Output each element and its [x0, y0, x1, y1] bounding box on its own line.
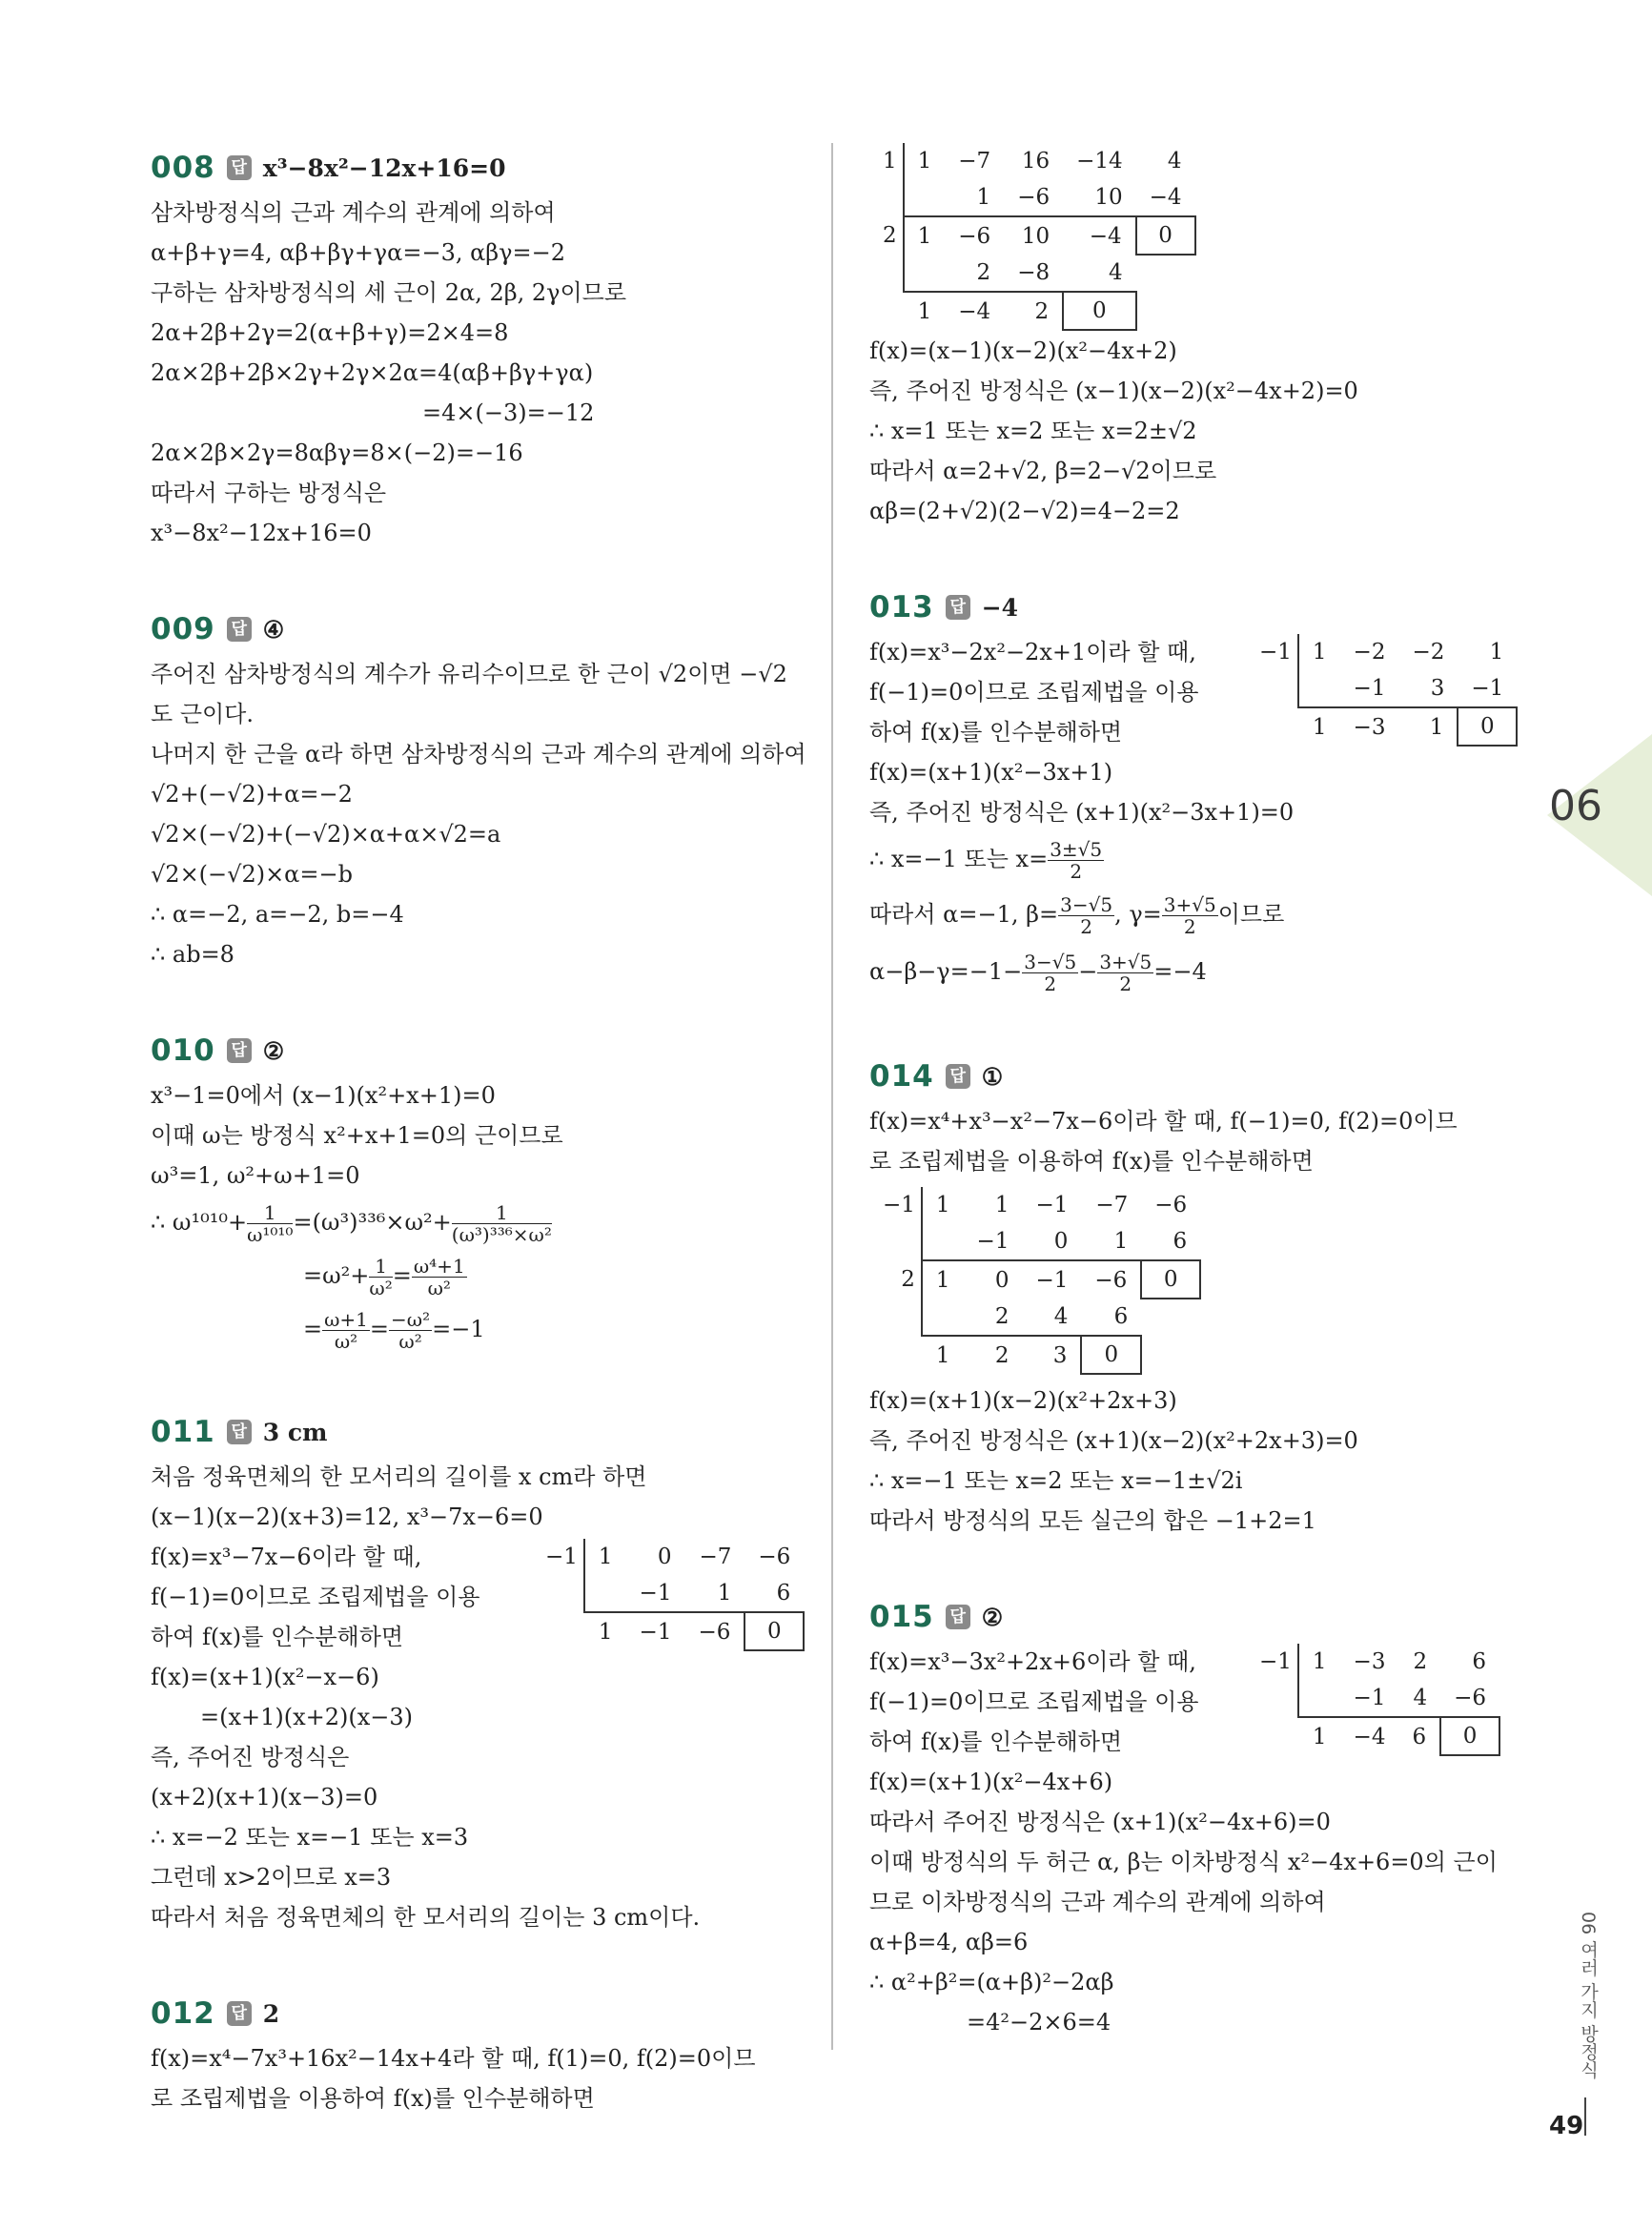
text-line: 처음 정육면체의 한 모서리의 길이를 x cm라 하면: [151, 1463, 647, 1490]
equation-line: 따라서 α=−1, β= $\frac{3-√5}{2}$ , γ= $\frac{3+√5}{2}$ 이므로: [869, 893, 1285, 938]
text-line: √2×(−√2)+(−√2)×α+α×√2=a: [151, 821, 501, 848]
text-line: f(x)=x⁴−7x³+16x²−14x+4라 할 때, f(1)=0, f(2)=0이므: [151, 2045, 756, 2072]
text-line: 즉, 주어진 방정식은 (x+1)(x²−3x+1)=0: [869, 799, 1295, 826]
text-line: 즉, 주어진 방정식은 (x+1)(x−2)(x²+2x+3)=0: [869, 1427, 1358, 1454]
fraction: $\frac{\text{ω⁴+1}}{\text{ω²}}$: [413, 1255, 465, 1299]
fraction: $\frac{1}{\text{ω¹⁰¹⁰}}$: [247, 1201, 294, 1246]
text-line: 2α+2β+2γ=2(α+β+γ)=2×4=8: [151, 319, 509, 346]
equation-line: α−β−γ=−1− $\frac{3-√5}{2}$ − $\frac{3+√5}{2}$ =−4: [869, 951, 1207, 995]
text-line: =4²−2×6=4: [967, 2009, 1112, 2036]
synthetic-division-block: [869, 1642, 1518, 1762]
text-line: α+β+γ=4, αβ+βγ+γα=−3, αβγ=−2: [151, 239, 566, 266]
text-line: ∴ x=−2 또는 x=−1 또는 x=3: [151, 1824, 469, 1851]
problem-number: 013: [869, 590, 934, 624]
text-line: 하여 f(x)를 인수분해하면: [869, 1729, 1123, 1755]
problem-number: 011: [151, 1415, 215, 1449]
text-line: f(x)=(x+1)(x²−x−6): [151, 1664, 379, 1690]
fraction: $\frac{\text{−ω²}}{\text{ω²}}$: [391, 1308, 431, 1353]
text-line: 따라서 주어진 방정식은 (x+1)(x²−4x+6)=0: [869, 1809, 1331, 1835]
text-line: ∴ x=1 또는 x=2 또는 x=2±√2: [869, 418, 1197, 444]
equation-line: = $\frac{\omega+1}{\text{ω²}}$ = $\frac{\text{−ω²}}{\text{ω²}}$ =−1: [303, 1308, 485, 1353]
chapter-number: 06: [1549, 782, 1602, 830]
text-line: 로 조립제법을 이용하여 f(x)를 인수분해하면: [869, 1148, 1314, 1175]
problem-number: 008: [151, 151, 215, 185]
text-line: f(x)=x³−2x²−2x+1이라 할 때,: [869, 639, 1196, 665]
answer: ②: [981, 1603, 1004, 1631]
problem-009: [151, 604, 806, 974]
fraction: $\frac{1}{\text{ω²}}$: [369, 1255, 393, 1299]
answer-tab: 답: [227, 155, 252, 180]
synthetic-division-block: [869, 632, 1518, 752]
synthetic-division-table: −1 1 0 −7 −6 −1 1 6 1 −1 −6 0: [532, 1539, 805, 1651]
text-line: f(x)=(x+1)(x²−4x+6): [869, 1769, 1113, 1795]
text-line: 므로 이차방정식의 근과 계수의 관계에 의하여: [869, 1889, 1326, 1915]
problem-008: [151, 143, 799, 553]
answer-tab: 답: [946, 1064, 970, 1089]
text-line: 따라서 처음 정육면체의 한 모서리의 길이는 3 cm이다.: [151, 1904, 701, 1931]
fraction: $\frac{3+√5}{2}$: [1099, 951, 1152, 995]
problem-012: [151, 1989, 799, 2118]
problem-number: 012: [151, 1996, 215, 2031]
fraction: $\frac{1}{\text{(ω³)³³⁶×ω²}}$: [451, 1201, 552, 1246]
fraction: $\frac{3\pm√5}{2}$: [1050, 838, 1103, 883]
equation-line: ∴ x=−1 또는 x= $\frac{3\pm√5}{2}$: [869, 838, 1103, 883]
text-line: 따라서 구하는 방정식은: [151, 480, 387, 506]
answer: 3 cm: [262, 1418, 328, 1446]
synthetic-division-table: −1 1 −2 −2 1 −1 3 −1 1 −3 1 0: [1246, 634, 1518, 747]
text-line: f(x)=x³−7x−6이라 할 때,: [151, 1544, 422, 1570]
chapter-running-title: 06 여러 가지 방정식: [1578, 1912, 1599, 2079]
fraction: $\frac{3-√5}{2}$: [1024, 951, 1077, 995]
answer-tab: 답: [946, 595, 970, 620]
problem-010: [151, 1026, 799, 1356]
fraction: $\frac{3+√5}{2}$: [1163, 893, 1216, 938]
answer: ①: [981, 1062, 1004, 1091]
answer-tab: 답: [227, 617, 252, 642]
answer: −4: [981, 593, 1019, 622]
answer: x³−8x²−12x+16=0: [262, 153, 506, 182]
text-line: f(−1)=0이므로 조립제법을 이용: [151, 1584, 480, 1610]
answer: 2: [262, 1999, 280, 2028]
text-line: f(x)=(x−1)(x−2)(x²−4x+2): [869, 338, 1177, 364]
text-line: f(−1)=0이므로 조립제법을 이용: [869, 1688, 1199, 1715]
problem-number: 010: [151, 1033, 215, 1068]
text-line: ∴ ab=8: [151, 941, 235, 968]
text-line: f(x)=x³−3x²+2x+6이라 할 때,: [869, 1648, 1196, 1675]
column-divider: [831, 143, 833, 2050]
problem-number: 014: [869, 1059, 934, 1094]
text-line: f(x)=x⁴+x³−x²−7x−6이라 할 때, f(−1)=0, f(2)=0이므: [869, 1108, 1458, 1135]
text-line: x³−1=0에서 (x−1)(x²+x+1)=0: [151, 1082, 496, 1109]
text-line: 구하는 삼차방정식의 세 근이 2α, 2β, 2γ이므로: [151, 279, 627, 306]
answer: ②: [262, 1036, 285, 1065]
fraction: $\frac{\omega+1}{\text{ω²}}$: [324, 1308, 368, 1353]
answer-tab: 답: [227, 1038, 252, 1063]
text-line: ∴ x=−1 또는 x=2 또는 x=−1±√2i: [869, 1467, 1243, 1494]
answer: ④: [262, 615, 285, 644]
problem-number: 015: [869, 1600, 934, 1634]
left-column: [151, 143, 806, 2170]
text-line: f(−1)=0이므로 조립제법을 이용: [869, 679, 1199, 706]
page-number: 49: [1549, 2112, 1584, 2140]
fraction: $\frac{3-√5}{2}$: [1060, 893, 1113, 938]
text-line: x³−8x²−12x+16=0: [151, 520, 372, 546]
text-line: 따라서 α=2+√2, β=2−√2이므로: [869, 458, 1217, 484]
text-line: √2×(−√2)×α=−b: [151, 861, 353, 888]
synthetic-division-table: −1 1 −3 2 6 −1 4 −6 1 −4 6 0: [1246, 1644, 1500, 1756]
answer-tab: 답: [946, 1605, 970, 1629]
text-line: 따라서 방정식의 모든 실근의 합은 −1+2=1: [869, 1507, 1316, 1534]
answer-tab: 답: [227, 2001, 252, 2026]
text-line: αβ=(2+√2)(2−√2)=4−2=2: [869, 498, 1180, 524]
text-line: =(x+1)(x+2)(x−3): [200, 1704, 414, 1730]
text-line: 2α×2β+2β×2γ+2γ×2α=4(αβ+βγ+γα): [151, 359, 594, 386]
problem-number: 009: [151, 612, 215, 646]
problem-015: [869, 1592, 1518, 2042]
text-line: 2α×2β×2γ=8αβγ=8×(−2)=−16: [151, 440, 523, 466]
synthetic-division-table: 1 1 −7 16 −14 4 1 −6 10 −4 2 1 −6 10 −4 0 2 −8 4 1 −4 2 0: [869, 143, 1518, 331]
text-line: 주어진 삼차방정식의 계수가 유리수이므로 한 근이 √2이면 −√2: [151, 661, 787, 687]
problem-012-continued: [869, 143, 1518, 531]
text-line: 즉, 주어진 방정식은 (x−1)(x−2)(x²−4x+2)=0: [869, 378, 1358, 404]
synthetic-division-table: −1 1 1 −1 −7 −6 −1 0 1 6 2 1 0 −1 −6 0 2 4 6 1 2 3 0: [869, 1187, 1518, 1375]
text-line: (x+2)(x+1)(x−3)=0: [151, 1784, 378, 1811]
text-line: ω³=1, ω²+ω+1=0: [151, 1162, 360, 1189]
problem-014: [869, 1052, 1518, 1541]
text-line: 도 근이다.: [151, 701, 254, 727]
equation-line: ∴ ω¹⁰¹⁰+ $\frac{1}{\text{ω¹⁰¹⁰}}$ =(ω³)³³⁶×ω²+ $\frac{1}{\text{(ω³)³³⁶×ω²}}$: [151, 1201, 552, 1246]
answer-tab: 답: [227, 1420, 252, 1444]
problem-013: [869, 583, 1518, 1000]
text-line: α+β=4, αβ=6: [869, 1929, 1029, 1955]
text-line: 하여 f(x)를 인수분해하면: [869, 719, 1123, 746]
text-line: =4×(−3)=−12: [422, 399, 595, 426]
problem-011: [151, 1407, 799, 1937]
text-line: 삼차방정식의 근과 계수의 관계에 의하여: [151, 199, 556, 226]
text-line: (x−1)(x−2)(x+3)=12, x³−7x−6=0: [151, 1504, 543, 1530]
synthetic-division-block: [151, 1537, 799, 1657]
page-number-rule: [1584, 2097, 1586, 2136]
equation-line: =ω²+ $\frac{1}{\text{ω²}}$ = $\frac{\text{ω⁴+1}}{\text{ω²}}$: [303, 1255, 465, 1299]
right-column: [869, 143, 1518, 2094]
text-line: 이때 ω는 방정식 x²+x+1=0의 근이므로: [151, 1122, 563, 1149]
text-line: ∴ α=−2, a=−2, b=−4: [151, 901, 404, 928]
text-line: ∴ α²+β²=(α+β)²−2αβ: [869, 1969, 1114, 1995]
text-line: 즉, 주어진 방정식은: [151, 1744, 350, 1770]
text-line: 나머지 한 근을 α라 하면 삼차방정식의 근과 계수의 관계에 의하여: [151, 741, 806, 767]
text-line: √2+(−√2)+α=−2: [151, 781, 353, 808]
text-line: f(x)=(x+1)(x²−3x+1): [869, 759, 1113, 786]
text-line: 이때 방정식의 두 허근 α, β는 이차방정식 x²−4x+6=0의 근이: [869, 1849, 1498, 1875]
text-line: f(x)=(x+1)(x−2)(x²+2x+3): [869, 1387, 1177, 1414]
text-line: 그런데 x>2이므로 x=3: [151, 1864, 392, 1891]
text-line: 로 조립제법을 이용하여 f(x)를 인수분해하면: [151, 2085, 595, 2112]
text-line: 하여 f(x)를 인수분해하면: [151, 1624, 404, 1650]
